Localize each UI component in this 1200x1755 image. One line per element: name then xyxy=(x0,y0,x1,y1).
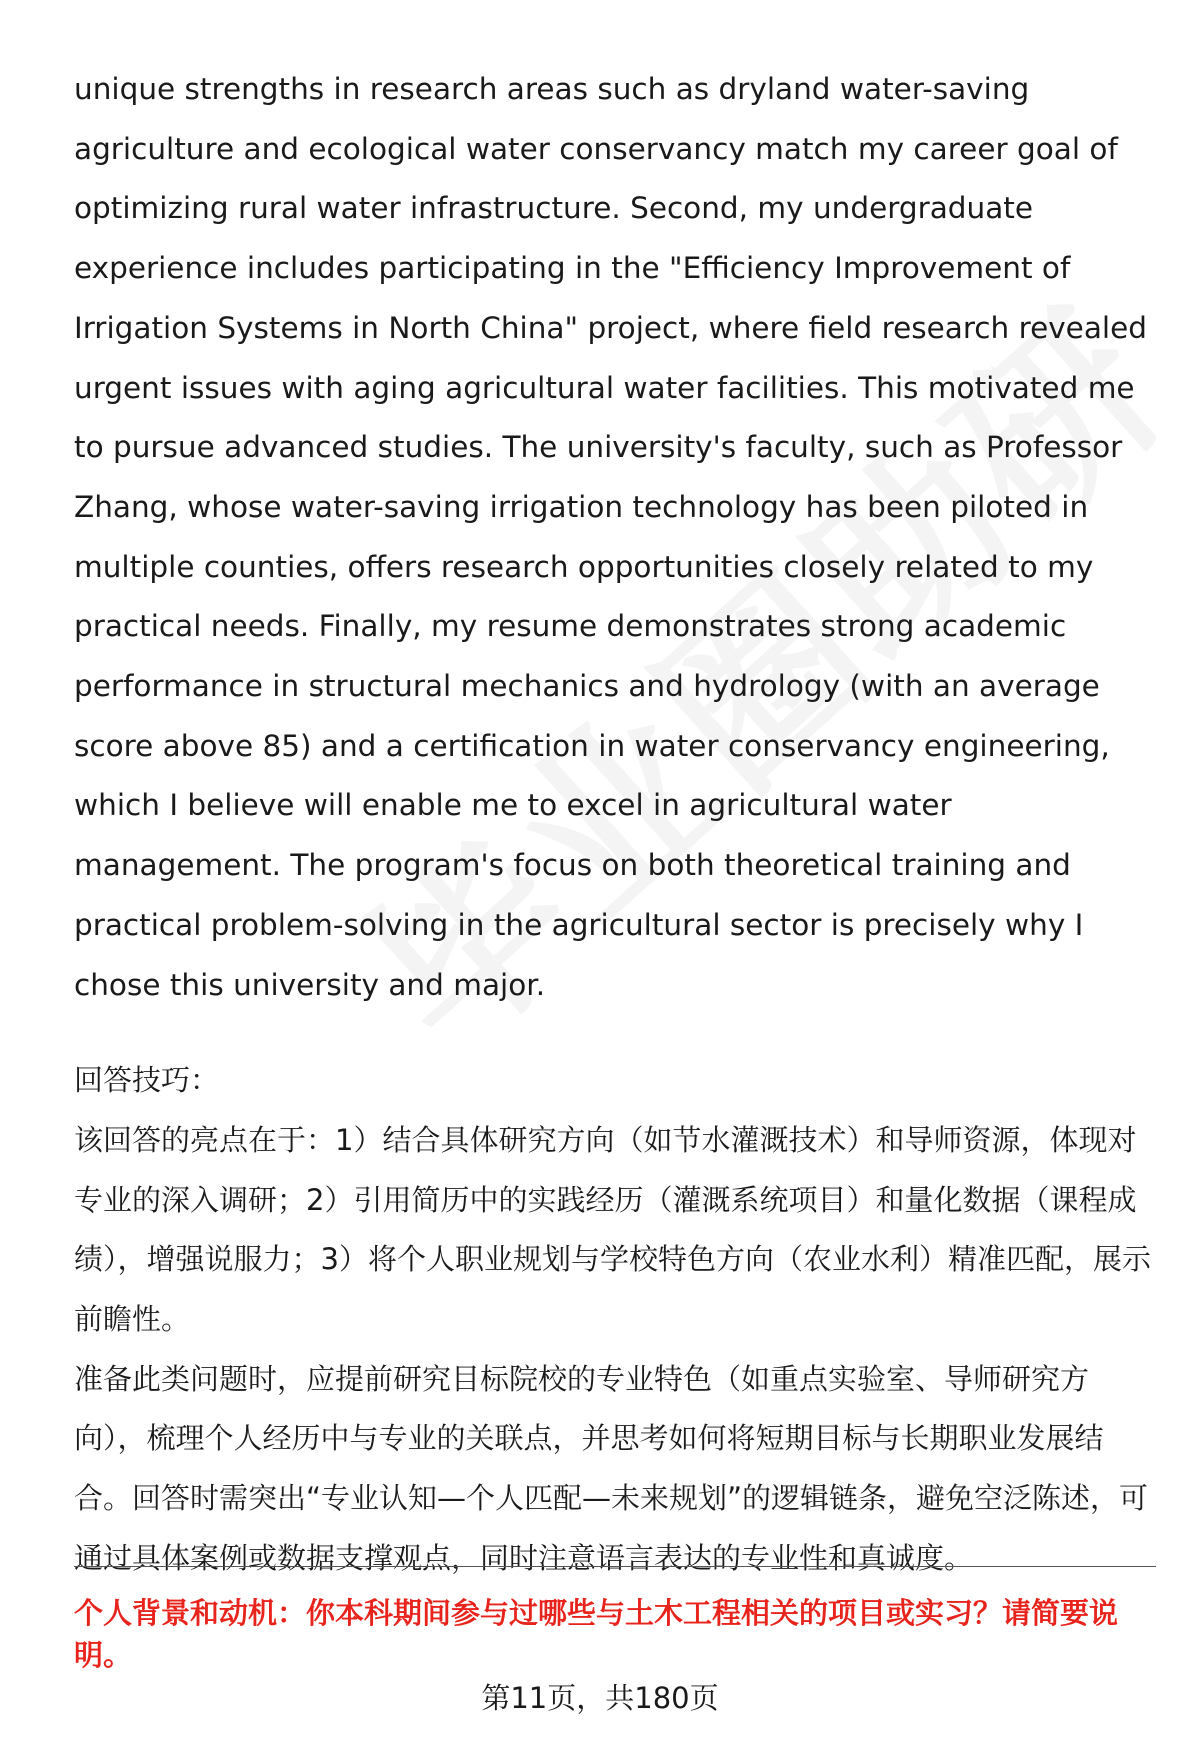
section-divider xyxy=(74,1566,1156,1567)
next-question-heading: 个人背景和动机：你本科期间参与过哪些与土木工程相关的项目或实习？请简要说明。 xyxy=(74,1596,1119,1672)
tips-heading: 回答技巧： xyxy=(74,1063,220,1098)
answer-tips xyxy=(74,1051,1154,1588)
page-number: 第11页，共180页 xyxy=(481,1681,719,1715)
tips-paragraph-1: 该回答的亮点在于：1）结合具体研究方向（如节水灌溉技术）和导师资源，体现对专业的深入调研；2）引用简历中的实践经历（灌溉系统项目）和量化数据（课程成绩），增强说服力；3）将个人职业规划与学校特色方向（农业水利）精准匹配，展示前瞻性。 xyxy=(74,1122,1151,1337)
page-content xyxy=(74,60,1154,1589)
answer-paragraph: unique strengths in research areas such as dryland water-saving agriculture and ecological water conservancy match my career goal of optimizing rural water infrastructure. Second, my undergraduate experience includes participating in the "Efficiency Improvement of Irrigation Systems in North China" project, where field research revealed urgent issues with aging agricultural water facilities. This motivated me to pursue advanced studies. The university's faculty, such as Professor Zhang, whose water-saving irrigation technology has been piloted in multiple counties, offers research opportunities closely related to my practical needs. Finally, my resume demonstrates strong academic performance in structural mechanics and hydrology (with an average score above 85) and a certification in water conservancy engineering, which I believe will enable me to excel in agricultural water management. The program's focus on both theoretical training and practical problem-solving in the agricultural sector is precisely why I chose this university and major. xyxy=(74,72,1147,1002)
tips-paragraph-2: 准备此类问题时，应提前研究目标院校的专业特色（如重点实验室、导师研究方向），梳理个人经历中与专业的关联点，并思考如何将短期目标与长期职业发展结合。回答时需突出“专业认知—个人匹配—未来规划”的逻辑链条，避免空泛陈述，可通过具体案例或数据支撑观点，同时注意语言表达的专业性和真诚度。 xyxy=(74,1361,1149,1575)
